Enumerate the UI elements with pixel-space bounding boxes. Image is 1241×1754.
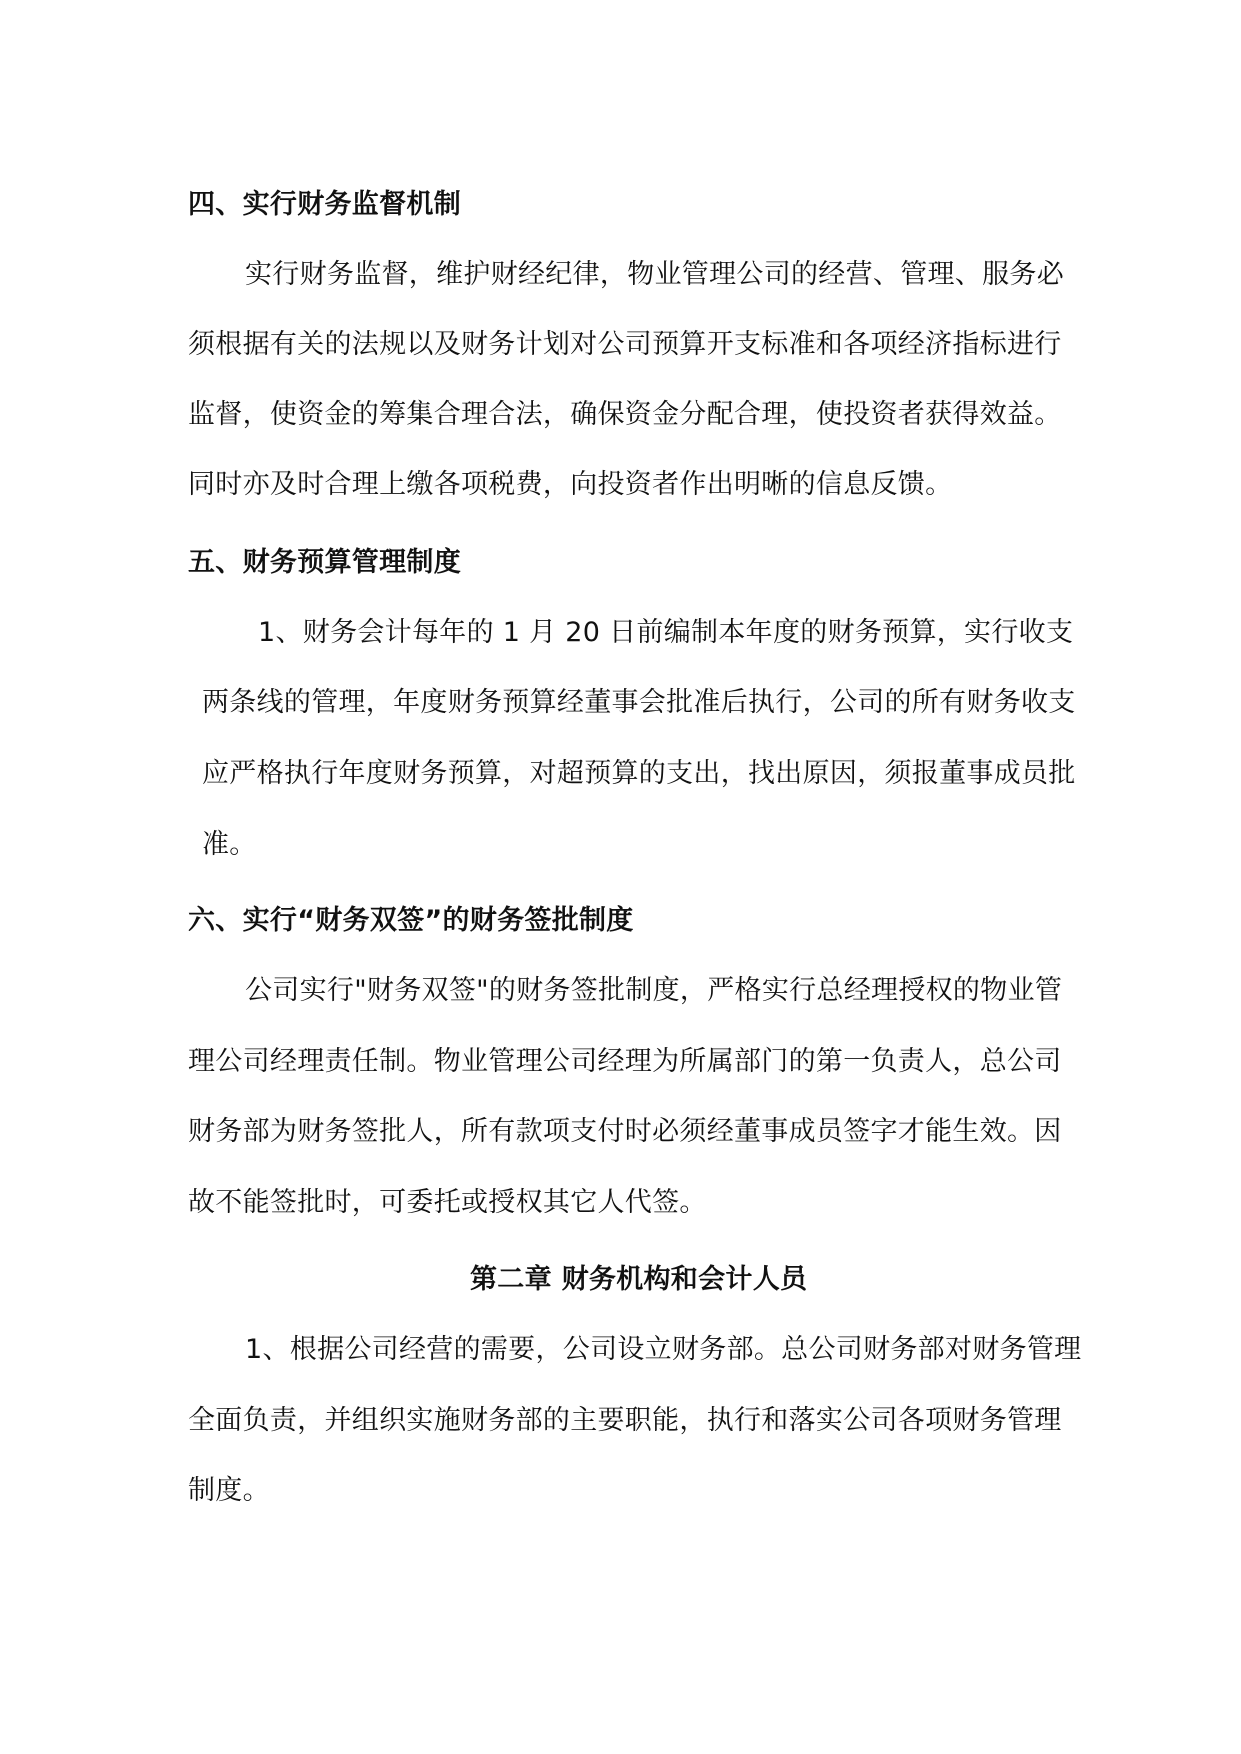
paragraph-line: 同时亦及时合理上缴各项税费，向投资者作出明晰的信息反馈。 xyxy=(188,469,953,500)
chapter-title: 第二章 财务机构和会计人员 xyxy=(470,1264,808,1295)
paragraph-line: 公司实行"财务双签"的财务签批制度，严格实行总经理授权的物业管 xyxy=(245,975,1063,1006)
paragraph-line: 监督，使资金的筹集合理合法，确保资金分配合理，使投资者获得效益。 xyxy=(188,399,1062,430)
paragraph-line: 故不能签批时，可委托或授权其它人代签。 xyxy=(188,1187,707,1218)
paragraph-line: 准。 xyxy=(202,829,257,860)
paragraph-line: 1、财务会计每年的 1 月 20 日前编制本年度的财务预算，实行收支 xyxy=(258,617,1074,648)
paragraph-line: 须根据有关的法规以及财务计划对公司预算开支标准和各项经济指标进行 xyxy=(188,329,1062,360)
section-heading-6: 六、实行“财务双签”的财务签批制度 xyxy=(188,905,634,936)
section-heading-5: 五、财务预算管理制度 xyxy=(188,547,461,578)
paragraph-line: 两条线的管理，年度财务预算经董事会批准后执行，公司的所有财务收支 xyxy=(202,687,1076,718)
paragraph-line: 1、根据公司经营的需要，公司设立财务部。总公司财务部对财务管理 xyxy=(245,1334,1082,1365)
paragraph-line: 实行财务监督，维护财经纪律，物业管理公司的经营、管理、服务必 xyxy=(245,259,1064,290)
paragraph-line: 应严格执行年度财务预算，对超预算的支出，找出原因，须报董事成员批 xyxy=(202,758,1076,789)
paragraph-line: 制度。 xyxy=(188,1475,270,1506)
section-heading-4: 四、实行财务监督机制 xyxy=(188,189,461,220)
paragraph-line: 理公司经理责任制。物业管理公司经理为所属部门的第一负责人，总公司 xyxy=(188,1046,1062,1077)
paragraph-line: 财务部为财务签批人，所有款项支付时必须经董事成员签字才能生效。因 xyxy=(188,1116,1062,1147)
paragraph-line: 全面负责，并组织实施财务部的主要职能，执行和落实公司各项财务管理 xyxy=(188,1405,1062,1436)
